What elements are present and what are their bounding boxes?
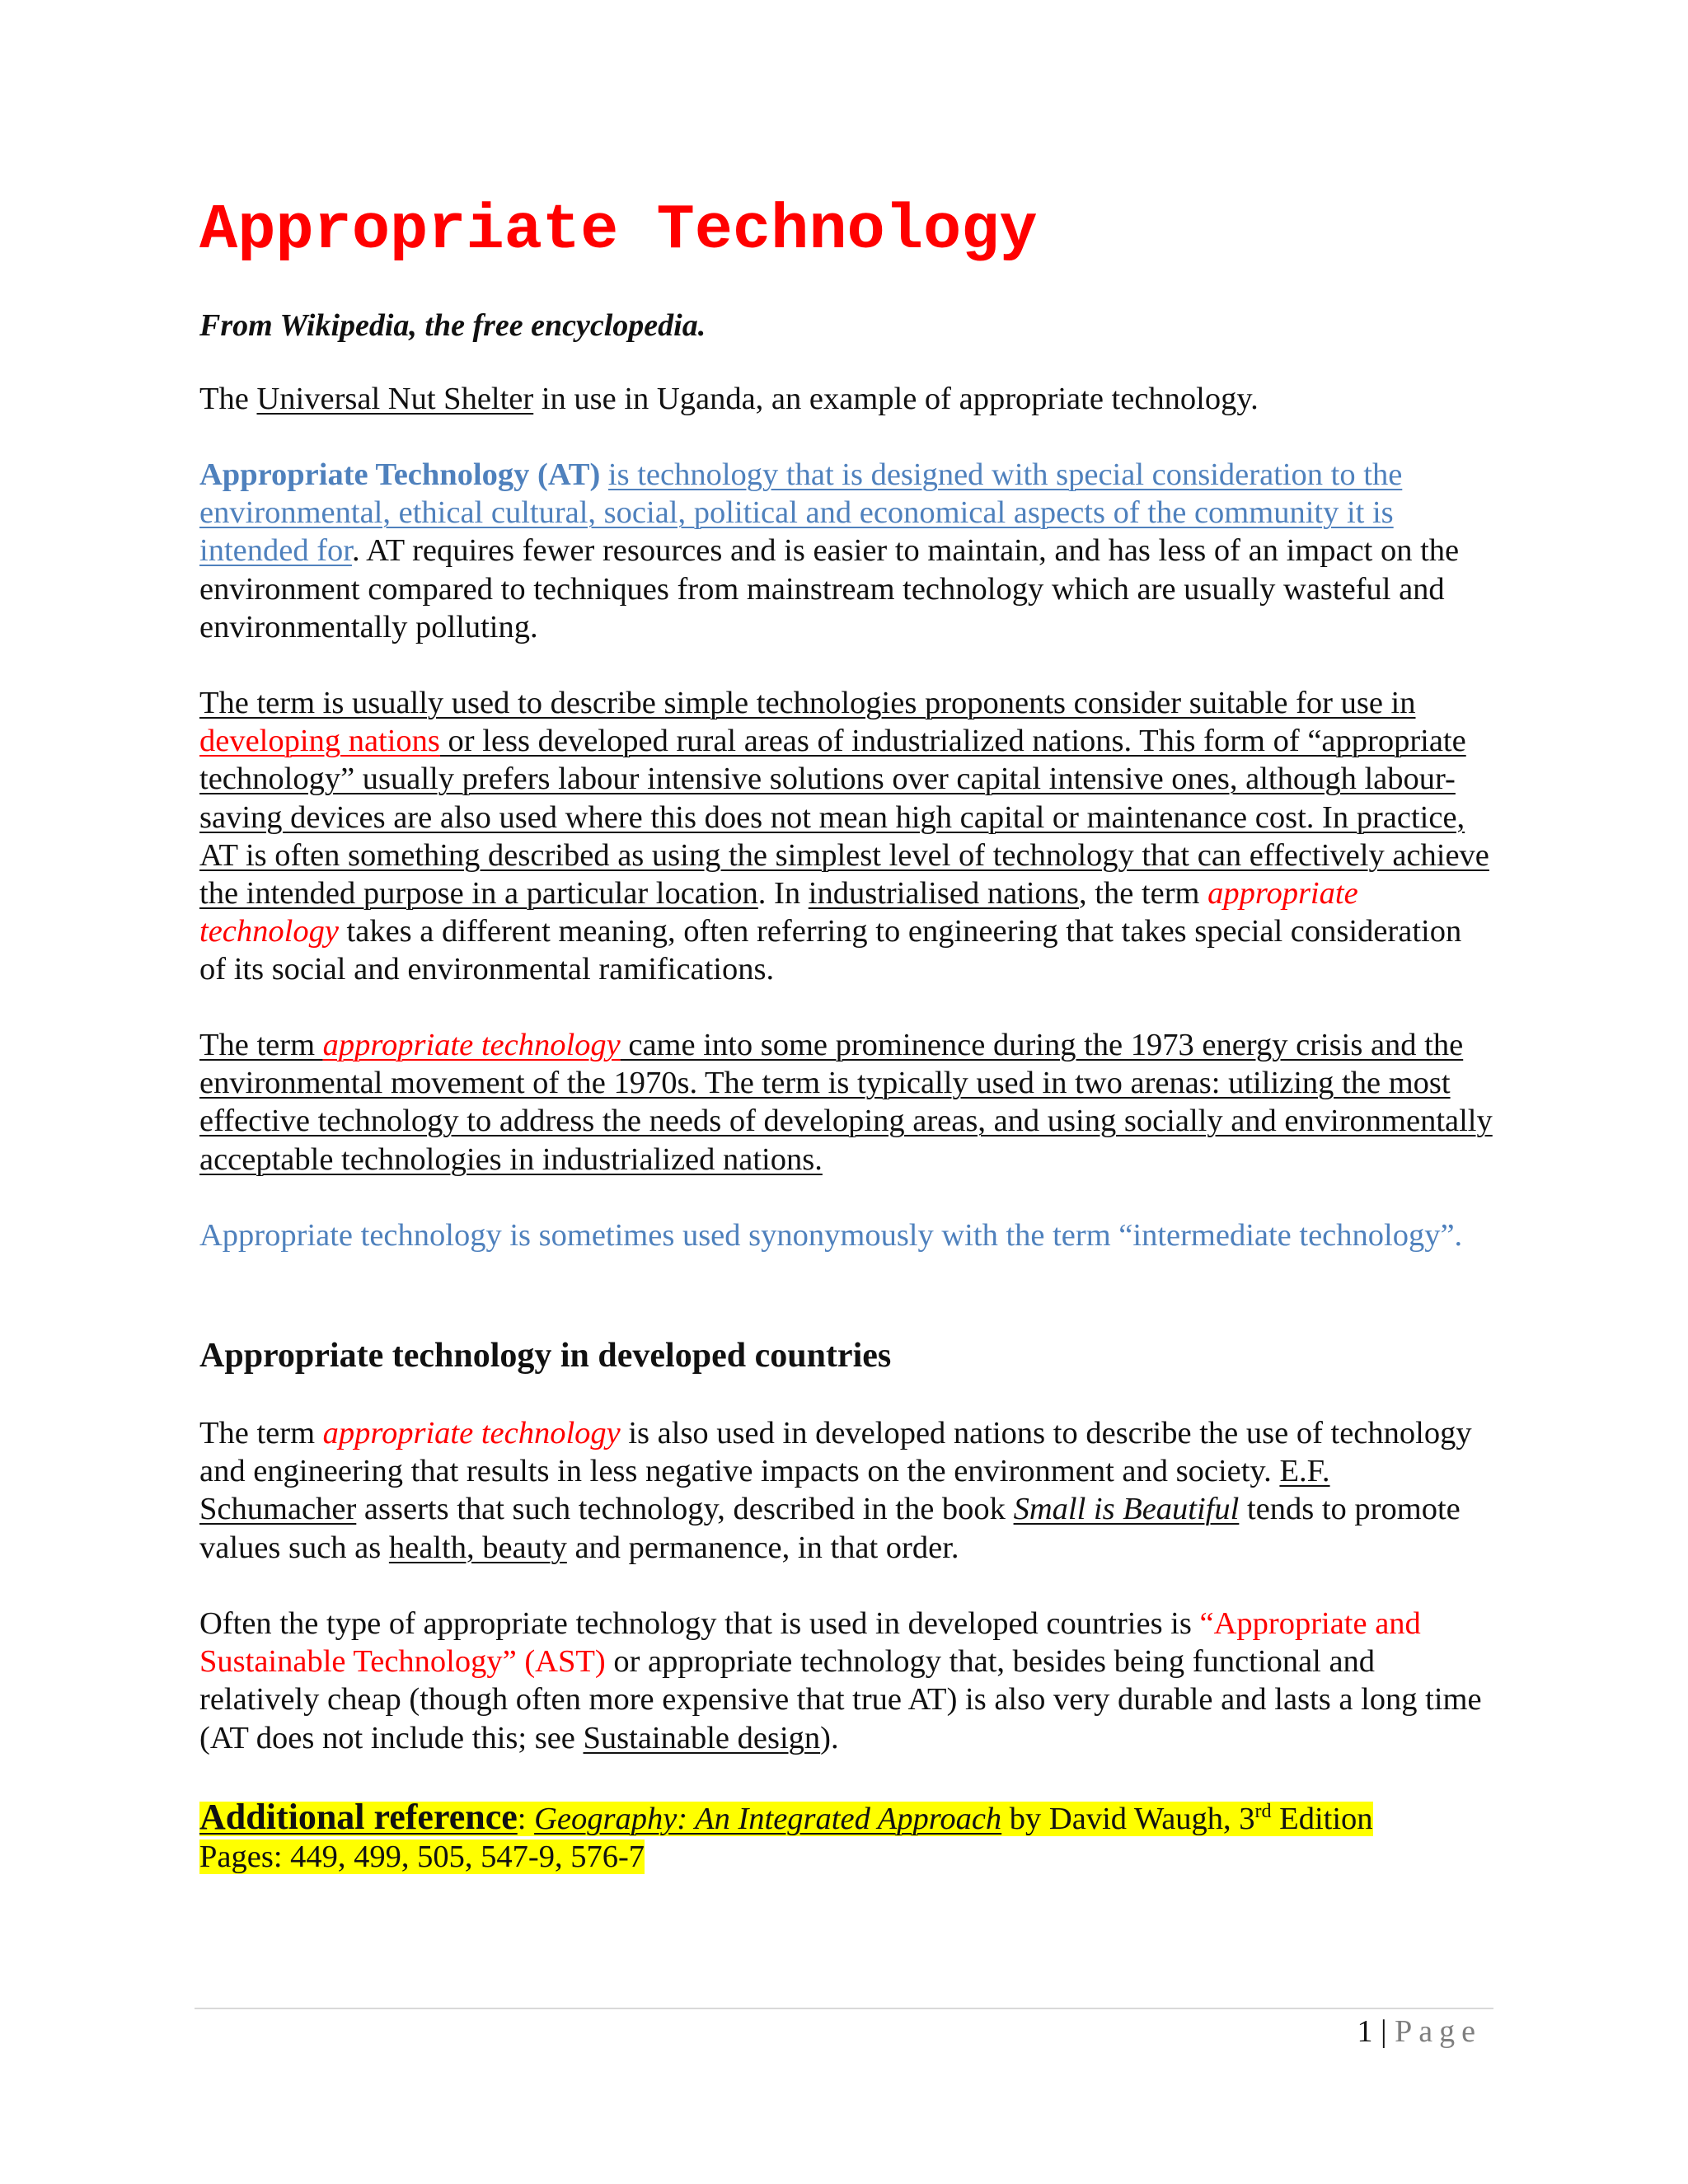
history-underlined-2[interactable]: came into some prominence during the 1973 energy crisis and the environmental movement of the 1970s. The term is typically used in two arenas: utilizing the most effective technology to address the needs of developing areas, and using socially and environmentally acceptable technologies in industrialized nations. [199, 1028, 1493, 1177]
usage-text-3: takes a different meaning, often referring to engineering that takes special consideration of its social and environmental ramifications. [199, 914, 1462, 987]
small-is-beautiful-link[interactable]: Small is Beautiful [1013, 1492, 1240, 1527]
page-word: Page [1395, 2014, 1482, 2049]
caption-pre: The [199, 382, 257, 416]
schumacher-link[interactable]: E.F. Schumacher [199, 1454, 1330, 1527]
industrialised-nations-link[interactable]: industrialised nations [808, 876, 1080, 912]
history-term-red[interactable]: appropriate technology [322, 1028, 621, 1062]
geography-book-link[interactable]: Geography: An Integrated Approach [534, 1802, 1002, 1836]
health-beauty-link[interactable]: health, beauty [388, 1530, 567, 1565]
history-paragraph [199, 1026, 1493, 1179]
ast-text-1: Often the type of appropriate technology that is used in developed countries is [199, 1606, 1200, 1641]
universal-nut-shelter-link[interactable]: Universal Nut Shelter [256, 382, 534, 416]
history-underlined-1[interactable]: The term [199, 1028, 323, 1062]
developed-text-2: is also used in developed nations to describe the use of technology and engineering that results in less negative impacts on the environment and society. [199, 1416, 1472, 1489]
usage-underlined-1[interactable]: The term is usually used to describe simple technologies proponents consider suitable for use in [199, 686, 1416, 720]
developed-text-5: and permanence, in that order. [566, 1530, 959, 1565]
additional-reference-highlight [199, 1797, 1373, 1837]
definition-link[interactable]: is technology that is designed with special consideration to the environmental, ethical cultural, social, political and economical aspects of the community it is intended for [199, 457, 1403, 569]
page-number: 1 [1357, 2014, 1373, 2049]
definition-term: Appropriate Technology (AT) [199, 457, 601, 492]
ast-term-red: “Appropriate and Sustainable Technology” (AST) [199, 1606, 1421, 1680]
usage-paragraph [199, 684, 1493, 989]
page-footer [1357, 2013, 1482, 2050]
definition-rest: . AT requires fewer resources and is easier to maintain, and has less of an impact on the environment compared to techniques from mainstream technology which are usually wasteful and environmentally polluting. [199, 533, 1460, 644]
image-caption-paragraph [199, 380, 1259, 418]
additional-reference-pages: Pages: 449, 499, 505, 547-9, 576-7 [199, 1840, 645, 1875]
ast-text-2: or appropriate technology that, besides being functional and relatively cheap (though often more expensive that true AT) is also very durable and lasts a long time (AT does not include this; see [199, 1644, 1482, 1755]
additional-reference-colon: : [517, 1802, 535, 1836]
page-title: Appropriate Technology [199, 195, 1038, 267]
usage-text-1: . In [757, 876, 809, 912]
synonym-paragraph: Appropriate technology is sometimes used synonymously with the term “intermediate technology”. [199, 1218, 1463, 1253]
sustainable-design-link[interactable]: Sustainable design [583, 1720, 821, 1755]
caption-post: in use in Uganda, an example of appropriate technology. [533, 382, 1259, 416]
usage-text-2: , the term [1079, 876, 1208, 912]
ast-paragraph [199, 1605, 1493, 1757]
edition-superscript: rd [1254, 1801, 1272, 1823]
usage-underlined-2[interactable]: or less developed rural areas of industrialized nations. This form of “appropriate technology” usually prefers labour intensive solutions over capital intensive ones, although labour-saving devices are also used where this does not mean high capital or maintenance cost. In practice, AT is often something described as using the simplest level of technology that can effectively achieve the intended purpose in a particular location [199, 724, 1489, 912]
definition-space [600, 457, 608, 492]
ast-text-3: ). [820, 1720, 839, 1755]
section-heading: Appropriate technology in developed countries [199, 1337, 892, 1375]
developed-text-1: The term [199, 1416, 323, 1451]
additional-reference-by: by David Waugh, 3 [1001, 1802, 1255, 1836]
developed-term-red: appropriate technology [322, 1416, 621, 1451]
additional-reference-edition: Edition [1271, 1802, 1373, 1836]
developed-text-3: asserts that such technology, described in the book [356, 1492, 1014, 1527]
additional-reference-paragraph [199, 1798, 1373, 1876]
developed-paragraph [199, 1414, 1493, 1567]
footer-separator: | [1372, 2014, 1395, 2049]
usage-term-red: appropriate technology [199, 876, 1358, 949]
definition-paragraph [199, 456, 1493, 646]
developed-text-4: tends to promote values such as [199, 1492, 1461, 1565]
additional-reference-label: Additional reference [199, 1797, 518, 1837]
footer-divider [195, 2008, 1493, 2009]
subtitle: From Wikipedia, the free encyclopedia. [199, 308, 706, 343]
developing-nations-link[interactable]: developing nations [199, 724, 440, 759]
